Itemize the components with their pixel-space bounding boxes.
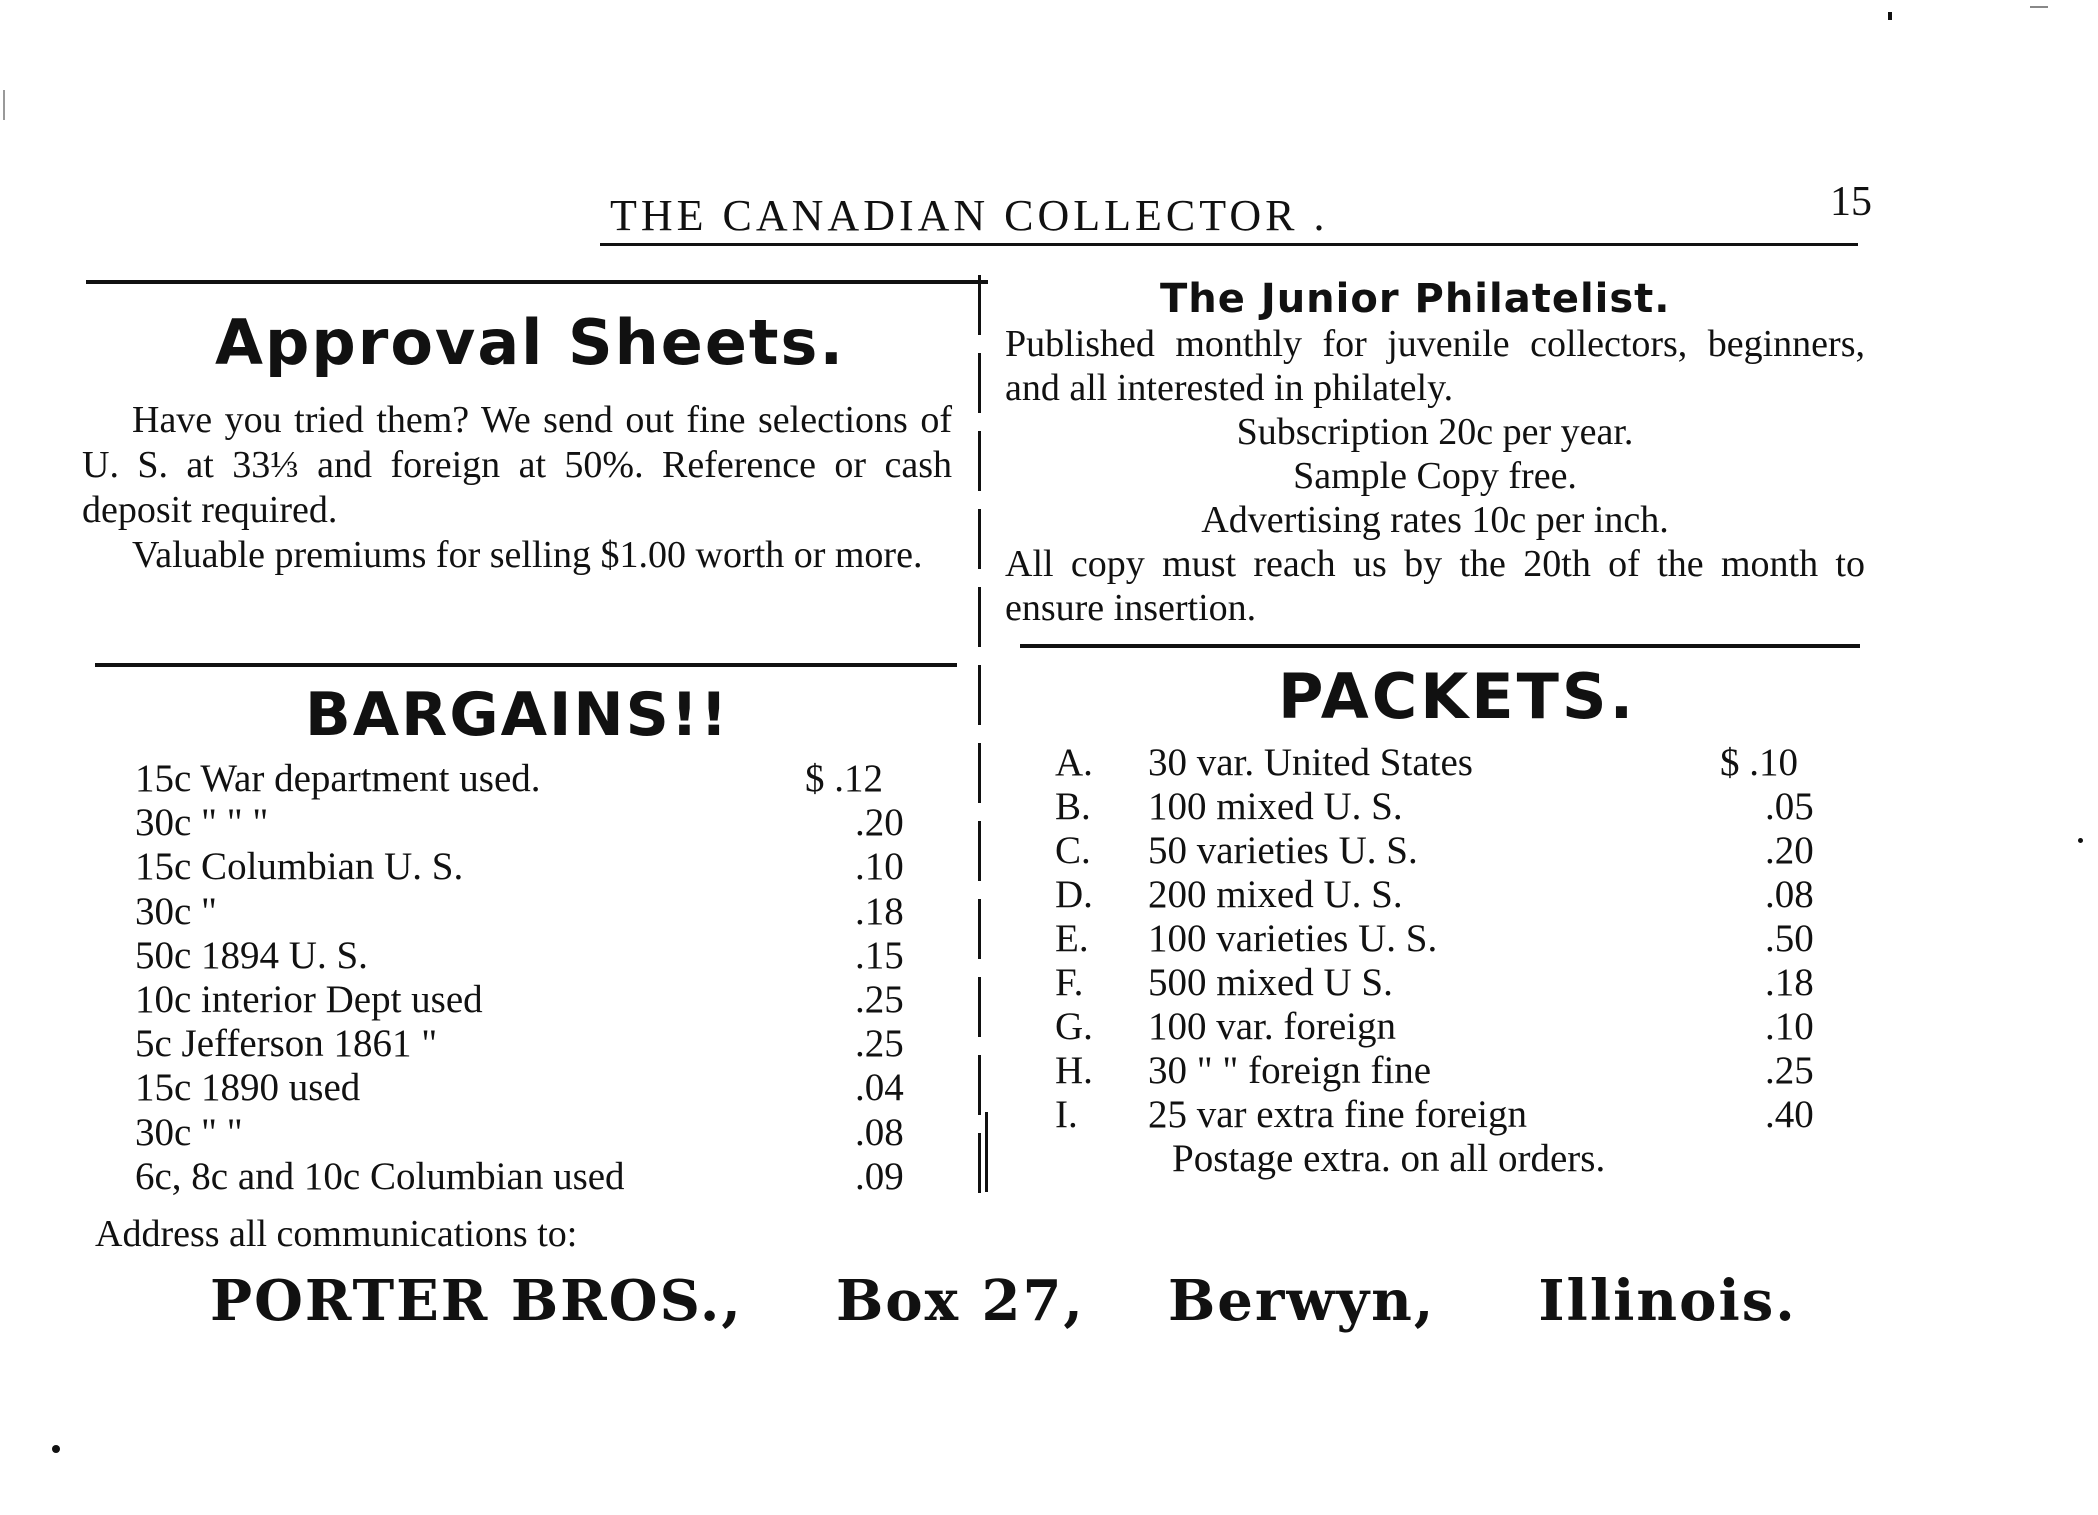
scan-speck (2078, 838, 2083, 843)
scan-speck (52, 1445, 60, 1453)
packet-desc: 30 var. United States (1148, 741, 1473, 784)
bargain-price: .10 (855, 845, 904, 888)
packets-note (1172, 1136, 1605, 1180)
packets-note-text: Postage extra. on all orders. (1172, 1137, 1606, 1180)
list-item (1055, 872, 1814, 916)
bargain-price: .25 (855, 978, 904, 1021)
company-state: Illinois. (1538, 1268, 1797, 1334)
packet-price: .10 (1765, 1005, 1814, 1048)
packet-desc: 500 mixed U S. (1148, 961, 1393, 1004)
list-item (135, 1021, 904, 1065)
packet-price: .20 (1765, 829, 1814, 872)
packet-letter: F. (1055, 961, 1084, 1004)
packet-letter: G. (1055, 1005, 1093, 1048)
list-item (135, 800, 904, 844)
bargain-desc: 50c 1894 U. S. (135, 934, 368, 977)
bargain-desc: 30c " " (135, 1111, 243, 1154)
packet-letter: H. (1055, 1049, 1093, 1092)
list-item (135, 977, 904, 1021)
packet-letter: B. (1055, 785, 1091, 828)
bargain-price: .04 (855, 1066, 904, 1109)
packet-price: .05 (1765, 785, 1814, 828)
bargain-price: .08 (855, 1111, 904, 1154)
bargain-price: .20 (855, 801, 904, 844)
packet-desc: 100 var. foreign (1148, 1005, 1397, 1048)
bargain-desc: 10c interior Dept used (135, 978, 483, 1021)
packet-desc: 100 mixed U. S. (1148, 785, 1403, 828)
bargains-title: BARGAINS!! (305, 680, 730, 750)
packet-price: $ .10 (1720, 741, 1798, 784)
list-item (135, 756, 883, 800)
bargain-price: .18 (855, 890, 904, 933)
bargain-price: .15 (855, 934, 904, 977)
junior-philatelist-title: The Junior Philatelist. (1160, 276, 1671, 322)
packet-letter: I. (1055, 1093, 1078, 1136)
packet-price: .40 (1765, 1093, 1814, 1136)
list-item (135, 933, 904, 977)
company-box: Box 27, (835, 1268, 1085, 1334)
bargain-desc: 15c War department used. (135, 757, 541, 800)
scan-speck (1888, 12, 1892, 20)
list-item (1055, 960, 1814, 1004)
company-address (210, 1268, 1797, 1334)
packet-letter: E. (1055, 917, 1089, 960)
bargain-desc: 5c Jefferson 1861 " (135, 1022, 438, 1065)
list-item (1055, 916, 1814, 960)
company-name: PORTER BROS., (210, 1268, 743, 1334)
packet-letter: A. (1055, 741, 1093, 784)
page-number: 15 (1830, 179, 1872, 225)
bargains-top-rule (95, 663, 957, 667)
list-item (135, 1154, 904, 1198)
scan-speck (2030, 6, 2048, 8)
list-item (1055, 740, 1798, 784)
junior-line-1: Published monthly for juvenile collectors, beginners, and all interested in philately. (1005, 323, 1865, 409)
page-header-title: THE CANADIAN COLLECTOR . (610, 191, 1329, 240)
list-item (135, 844, 904, 888)
packet-desc: 50 varieties U. S. (1148, 829, 1418, 872)
bargain-desc: 15c Columbian U. S. (135, 845, 464, 888)
bargain-price: .25 (855, 1022, 904, 1065)
packet-letter: C. (1055, 829, 1091, 872)
list-item (135, 1110, 904, 1154)
approval-sheets-title: Approval Sheets. (215, 306, 845, 379)
approval-sheets-body (82, 398, 952, 578)
address-label: Address all communications to: (95, 1213, 578, 1255)
list-item (135, 1065, 904, 1109)
bargain-price: .09 (855, 1155, 904, 1198)
bargain-desc: 15c 1890 used (135, 1066, 361, 1109)
bargains-right-rule (985, 1112, 988, 1192)
packets-top-rule (1020, 644, 1860, 648)
packet-price: .25 (1765, 1049, 1814, 1092)
approval-paragraph-2: Valuable premiums for selling $1.00 worth or more. (132, 534, 923, 576)
approval-top-rule (86, 280, 988, 284)
bargain-desc: 6c, 8c and 10c Columbian used (135, 1155, 625, 1198)
list-item (1055, 1092, 1814, 1136)
packet-price: .08 (1765, 873, 1814, 916)
list-item (1055, 828, 1814, 872)
company-city: Berwyn, (1167, 1268, 1436, 1334)
bargain-price: $ .12 (805, 757, 883, 800)
bargain-desc: 30c " " " (135, 801, 269, 844)
packet-letter: D. (1055, 873, 1093, 916)
list-item (1055, 1004, 1814, 1048)
column-divider (978, 275, 981, 1195)
packets-title: PACKETS. (1278, 660, 1637, 733)
header-rule (600, 243, 1858, 246)
packet-price: .50 (1765, 917, 1814, 960)
junior-line-5: All copy must reach us by the 20th of the month to ensure insertion. (1005, 543, 1865, 629)
approval-paragraph-1: Have you tried them? We send out fine selections of U. S. at 33⅓ and foreign at 50%. Reference or cash deposit required. (82, 399, 952, 531)
list-item (135, 889, 904, 933)
packet-price: .18 (1765, 961, 1814, 1004)
scan-speck (3, 90, 5, 120)
junior-philatelist-body (1005, 322, 1865, 630)
junior-line-2: Subscription 20c per year. (1236, 411, 1634, 453)
packet-desc: 200 mixed U. S. (1148, 873, 1403, 916)
junior-line-4: Advertising rates 10c per inch. (1201, 499, 1669, 541)
junior-line-3: Sample Copy free. (1293, 455, 1577, 497)
packet-desc: 25 var extra fine foreign (1148, 1093, 1527, 1136)
packet-desc: 100 varieties U. S. (1148, 917, 1438, 960)
bargain-desc: 30c " (135, 890, 217, 933)
list-item (1055, 784, 1814, 828)
list-item (1055, 1048, 1814, 1092)
packet-desc: 30 " " foreign fine (1148, 1049, 1432, 1092)
